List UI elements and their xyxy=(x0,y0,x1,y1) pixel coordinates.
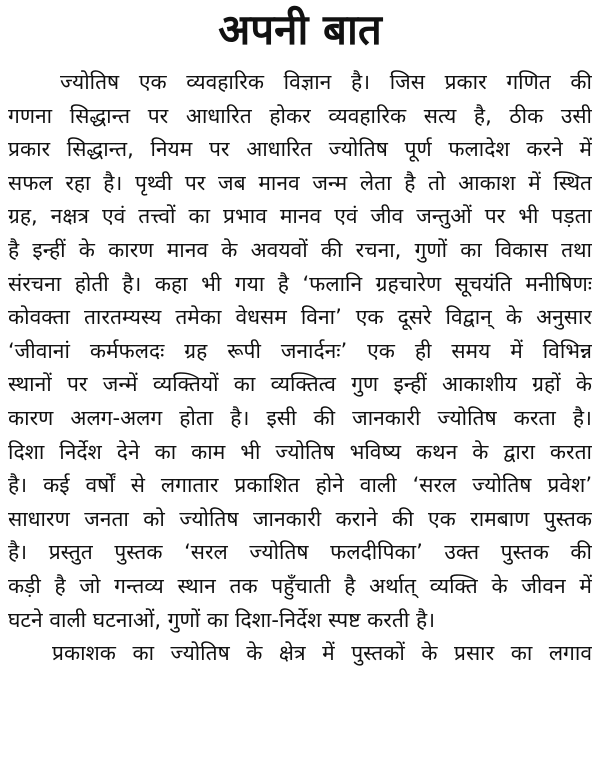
text-line: ‘जीवानां कर्मफलदः ग्रह रूपी जनार्दनः’ एक ही समय में विभिन्न xyxy=(8,338,592,363)
text-line: प्रकाशक का ज्योतिष के क्षेत्र में पुस्तकों के प्रसार का लगाव xyxy=(52,641,592,666)
body-text xyxy=(8,66,592,671)
text-line: कारण अलग-अलग होता है। इसी की जानकारी ज्योतिष करता है। xyxy=(8,405,592,430)
text-line: ज्योतिष एक व्यवहारिक विज्ञान है। जिस प्रकार गणित की xyxy=(60,70,592,94)
text-line: घटने वाली घटनाओं, गुणों का दिशा-निर्देश स्पष्ट करती है। xyxy=(8,607,436,632)
text-line: सफल रहा है। पृथ्वी पर जब मानव जन्म लेता है तो आकाश में स्थित xyxy=(8,170,592,195)
text-line: संरचना होती है। कहा भी गया है ‘फलानि ग्रहचारेण सूचयंति मनीषिणः xyxy=(8,271,592,296)
text-line: कड़ी है जो गन्तव्य स्थान तक पहुँचाती है अर्थात् व्यक्ति के जीवन में xyxy=(8,573,592,598)
text-line: प्रकार सिद्धान्त, नियम पर आधारित ज्योतिष पूर्ण फलादेश करने में xyxy=(8,137,592,162)
text-line: साधारण जनता को ज्योतिष जानकारी कराने की एक रामबाण पुस्तक xyxy=(8,506,592,531)
text-line: स्थानों पर जन्में व्यक्तियों का व्यक्तित्व गुण इन्हीं आकाशीय ग्रहों के xyxy=(8,372,592,397)
text-line: कोवक्ता तारतम्यस्य तमेका वेधसम विना’ एक दूसरे विद्वान् के अनुसार xyxy=(8,305,592,330)
text-line: ग्रह, नक्षत्र एवं तत्त्वों का प्रभाव मानव एवं जीव जन्तुओं पर भी पड़ता xyxy=(8,204,592,229)
text-line: गणना सिद्धान्त पर आधारित होकर व्यवहारिक सत्य है, ठीक उसी xyxy=(8,103,592,128)
text-line: है। प्रस्तुत पुस्तक ‘सरल ज्योतिष फलदीपिका’ उक्त पुस्तक की xyxy=(8,540,592,565)
page-title: अपनी बात xyxy=(218,5,382,54)
text-line: है इन्हीं के कारण मानव के अवयवों की रचना, गुणों का विकास तथा xyxy=(8,237,592,262)
text-line: दिशा निर्देश देने का काम भी ज्योतिष भविष्य कथन के द्वारा करता xyxy=(8,439,592,464)
text-line: है। कई वर्षों से लगातार प्रकाशित होने वाली ‘सरल ज्योतिष प्रवेश’ xyxy=(8,473,592,498)
